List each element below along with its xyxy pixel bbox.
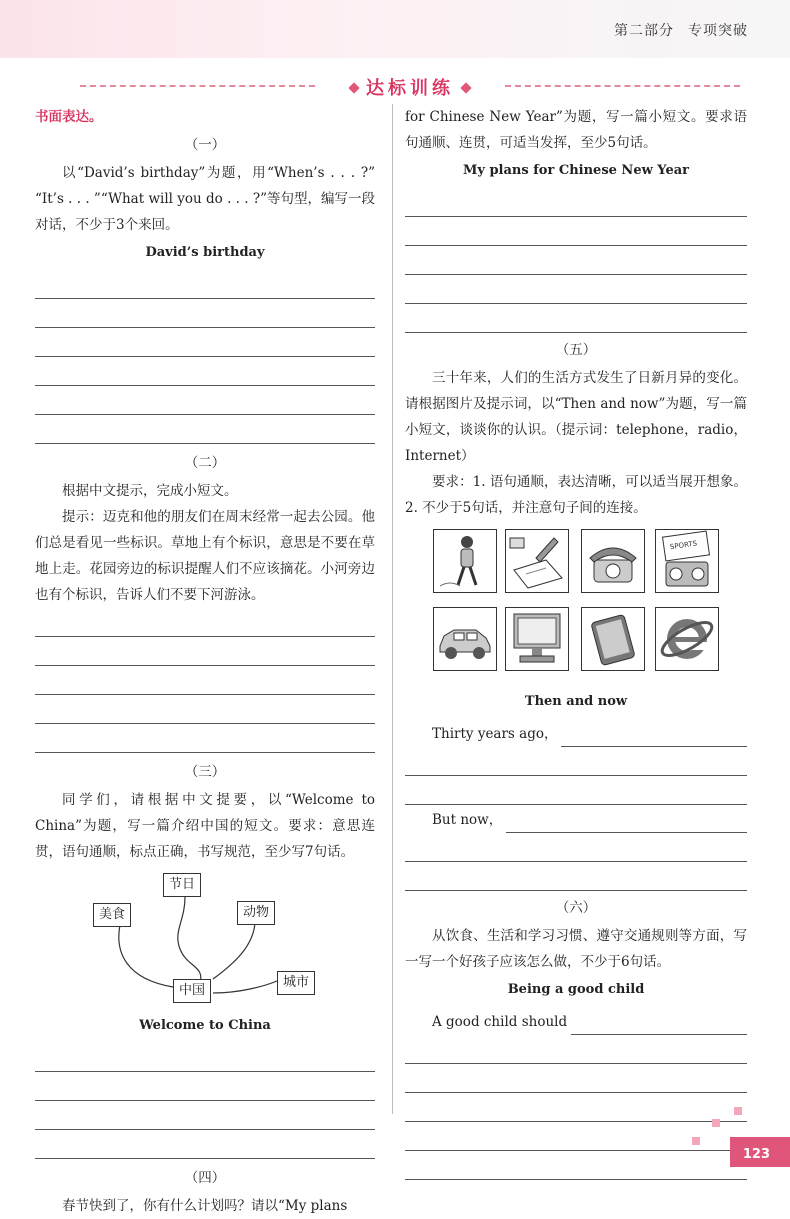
section-6-number: （六） bbox=[555, 900, 597, 916]
mind-node-china: 中国 bbox=[173, 979, 211, 1003]
header-part: 第二部分 bbox=[614, 23, 674, 39]
answer-line[interactable] bbox=[35, 1130, 375, 1159]
answer-line[interactable] bbox=[405, 217, 747, 246]
diamond-icon bbox=[348, 82, 359, 93]
diamond-icon bbox=[460, 82, 471, 93]
answer-line[interactable] bbox=[405, 1064, 747, 1093]
answer-line[interactable] bbox=[35, 1043, 375, 1072]
section-2-number: （二） bbox=[184, 455, 226, 471]
decor-square bbox=[692, 1137, 700, 1145]
column-divider bbox=[392, 104, 393, 1114]
answer-line[interactable] bbox=[35, 1072, 375, 1101]
section-label: 书面表达。 bbox=[35, 109, 103, 125]
mind-map bbox=[35, 871, 375, 1009]
answer-line[interactable] bbox=[405, 1035, 747, 1064]
decor-square bbox=[734, 1107, 742, 1115]
internet-explorer-icon bbox=[655, 607, 719, 671]
section-3-prompt: 同学们，请根据中文提要，以“Welcome to China”为题，写一篇介绍中国的短文。要求：意思连贯，语句通顺，标点正确，书写规范，至少写7句话。 bbox=[35, 792, 375, 860]
mind-node-festival: 节日 bbox=[163, 873, 201, 897]
lead-now-label: But now， bbox=[432, 812, 503, 828]
answer-line[interactable] bbox=[405, 1093, 747, 1122]
answer-line[interactable] bbox=[35, 666, 375, 695]
answer-line[interactable] bbox=[35, 724, 375, 753]
lead-now-fill[interactable] bbox=[506, 812, 747, 833]
section-4-prompt-b: for Chinese New Year”为题，写一篇小短文。要求语句通顺、连贯，可适当发挥，至少5句话。 bbox=[405, 109, 747, 151]
banner-tag bbox=[325, 74, 495, 98]
section-5-requirement: 要求：1. 语句通顺，表达清晰，可以适当展开想象。2. 不少于5句话，并注意句子间的连接。 bbox=[405, 474, 747, 516]
sports-text: SPORTS bbox=[669, 539, 698, 552]
mind-node-food: 美食 bbox=[93, 903, 131, 927]
section-banner bbox=[80, 74, 740, 98]
left-column bbox=[35, 104, 375, 1219]
section-4-prompt-a: 春节快到了，你有什么计划吗？请以“My plans bbox=[62, 1198, 348, 1214]
banner-dash-right bbox=[505, 85, 740, 87]
answer-line[interactable] bbox=[405, 747, 747, 776]
section-4-title: My plans for Chinese New Year bbox=[463, 163, 689, 178]
answer-line[interactable] bbox=[405, 304, 747, 333]
section-1-prompt: 以“David’s birthday”为题，用“When’s . . . ?” “It’s . . . ”“What will you do . . . ?”等句型，编写一段对话，不少于3个来回。 bbox=[35, 165, 375, 233]
answer-line[interactable] bbox=[35, 328, 375, 357]
writing-letter-icon bbox=[505, 529, 569, 593]
answer-line[interactable] bbox=[35, 637, 375, 666]
section-1-number: （一） bbox=[184, 137, 226, 153]
newspaper-radio-icon bbox=[655, 529, 719, 593]
page-number: 123 bbox=[742, 1147, 770, 1162]
lead-then-fill[interactable] bbox=[561, 726, 747, 747]
section-2-prompt-1: 根据中文提示，完成小短文。 bbox=[62, 483, 238, 499]
mobile-phone-icon bbox=[581, 607, 645, 671]
walking-person-icon bbox=[433, 529, 497, 593]
lead-good-child-fill[interactable] bbox=[571, 1014, 747, 1035]
car-icon bbox=[433, 607, 497, 671]
section-6-title: Being a good child bbox=[507, 982, 645, 997]
answer-line[interactable] bbox=[35, 695, 375, 724]
lead-line-then[interactable] bbox=[405, 719, 747, 747]
answer-line[interactable] bbox=[405, 1151, 747, 1180]
section-1-title: David’s birthday bbox=[145, 245, 265, 260]
answer-line[interactable] bbox=[35, 299, 375, 328]
answer-line[interactable] bbox=[35, 1101, 375, 1130]
section-4-number: （四） bbox=[184, 1170, 226, 1186]
banner-dash-left bbox=[80, 85, 315, 87]
answer-line[interactable] bbox=[405, 862, 747, 891]
section-2-prompt-2: 提示：迈克和他的朋友们在周末经常一起去公园。他们总是看见一些标识。草地上有个标识，意思是不要在草地上走。花园旁边的标识提醒人们不应该摘花。小河旁边也有个标识，告诉人们不要下河游泳。 bbox=[35, 509, 375, 603]
section-3-title: Welcome to China bbox=[139, 1018, 271, 1033]
section-5-prompt: 三十年来，人们的生活方式发生了日新月异的变化。请根据图片及提示词，以“Then and now”为题，写一篇小短文，谈谈你的认识。（提示词：telephone，radio，Internet） bbox=[405, 370, 747, 464]
mind-node-animal: 动物 bbox=[237, 901, 275, 925]
picture-grid bbox=[405, 527, 747, 687]
answer-line[interactable] bbox=[35, 270, 375, 299]
desk-telephone-icon bbox=[581, 529, 645, 593]
answer-line[interactable] bbox=[35, 608, 375, 637]
answer-line[interactable] bbox=[35, 357, 375, 386]
answer-line[interactable] bbox=[405, 188, 747, 217]
computer-icon bbox=[505, 607, 569, 671]
answer-line[interactable] bbox=[405, 275, 747, 304]
mind-node-city: 城市 bbox=[277, 971, 315, 995]
lead-line-good-child[interactable] bbox=[405, 1007, 747, 1035]
section-5-number: （五） bbox=[555, 342, 597, 358]
lead-line-now[interactable] bbox=[405, 805, 747, 833]
decor-square bbox=[712, 1119, 720, 1127]
answer-line[interactable] bbox=[35, 415, 375, 444]
right-column bbox=[405, 104, 747, 1180]
section-3-number: （三） bbox=[184, 764, 226, 780]
header-topic: 专项突破 bbox=[688, 23, 748, 39]
running-header bbox=[600, 20, 748, 40]
answer-line[interactable] bbox=[405, 833, 747, 862]
lead-good-child-label: A good child should bbox=[432, 1014, 568, 1030]
banner-title: 达标训练 bbox=[366, 78, 454, 99]
section-6-prompt: 从饮食、生活和学习习惯、遵守交通规则等方面，写一写一个好孩子应该怎么做，不少于6句话。 bbox=[405, 928, 747, 970]
answer-line[interactable] bbox=[405, 776, 747, 805]
lead-then-label: Thirty years ago， bbox=[432, 726, 558, 742]
section-5-title: Then and now bbox=[524, 694, 628, 709]
answer-line[interactable] bbox=[35, 386, 375, 415]
answer-line[interactable] bbox=[405, 246, 747, 275]
